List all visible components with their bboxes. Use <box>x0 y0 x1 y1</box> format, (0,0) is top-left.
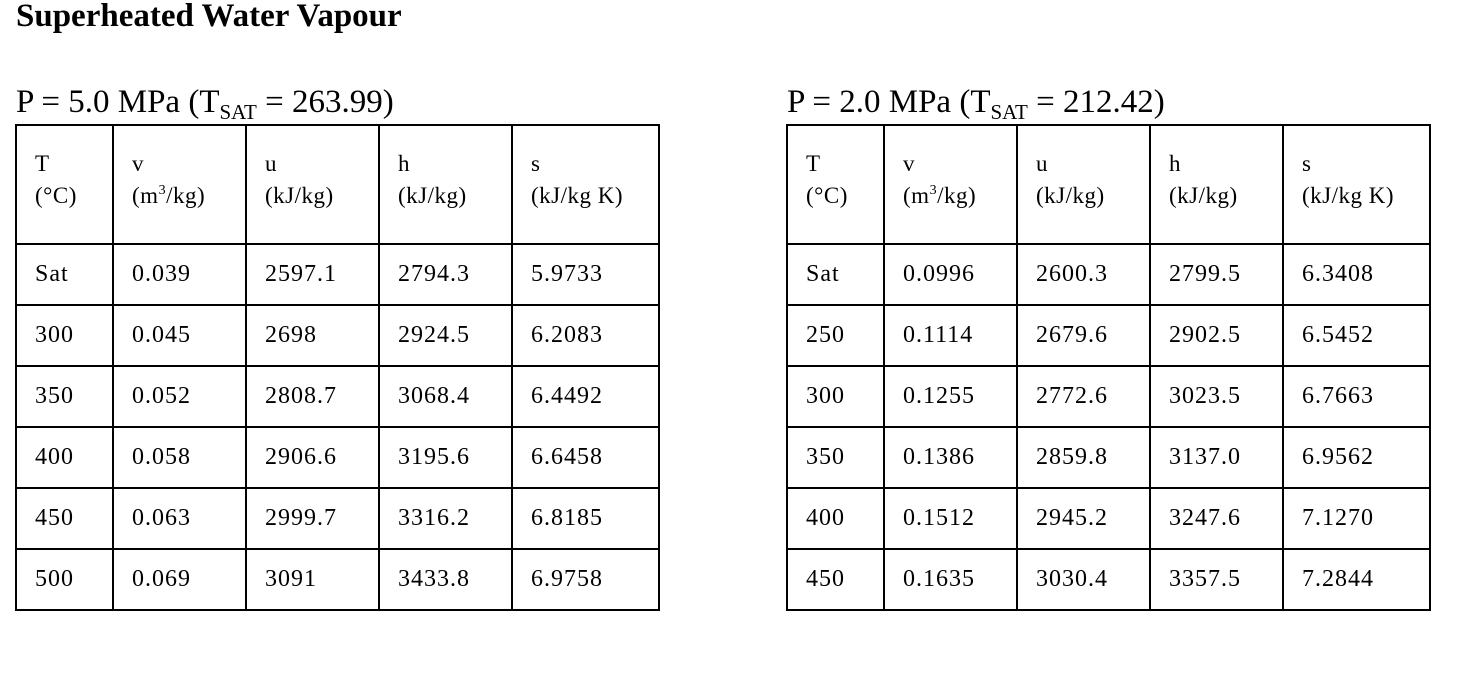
table-cell: Sat <box>787 244 884 305</box>
table-cell: 2600.3 <box>1017 244 1150 305</box>
table-cell: 3068.4 <box>379 366 512 427</box>
property-table <box>15 124 660 611</box>
unit-text: (°C) <box>806 183 848 208</box>
header-unit <box>1302 180 1429 212</box>
column-header <box>246 125 379 244</box>
table-cell: 500 <box>16 549 113 610</box>
header-unit <box>132 180 245 212</box>
header-symbol: v <box>903 151 915 176</box>
table-cell: 0.045 <box>113 305 246 366</box>
table-cell: 2924.5 <box>379 305 512 366</box>
header-unit <box>531 180 658 212</box>
table-row <box>16 549 659 610</box>
table-cell: 2902.5 <box>1150 305 1283 366</box>
table-cell: 2772.6 <box>1017 366 1150 427</box>
header-symbol: u <box>265 151 277 176</box>
caption-suffix: = 263.99) <box>256 84 394 120</box>
table-row <box>787 366 1430 427</box>
table-cell: 6.9562 <box>1283 427 1430 488</box>
property-table <box>786 124 1431 611</box>
header-row <box>16 125 659 244</box>
table-cell: 300 <box>16 305 113 366</box>
caption-subscript: SAT <box>990 100 1028 124</box>
header-symbol: s <box>1302 151 1312 176</box>
header-unit <box>1169 180 1282 212</box>
table-row <box>16 366 659 427</box>
table-cell: 450 <box>16 488 113 549</box>
table-cell: 3030.4 <box>1017 549 1150 610</box>
table-cell: 2859.8 <box>1017 427 1150 488</box>
table-block-5mpa <box>15 84 660 611</box>
table-cell: 2999.7 <box>246 488 379 549</box>
table-caption <box>16 84 661 124</box>
table-cell: 7.1270 <box>1283 488 1430 549</box>
header-symbol: s <box>531 151 541 176</box>
column-header <box>1017 125 1150 244</box>
table-cell: 0.063 <box>113 488 246 549</box>
column-header <box>1283 125 1430 244</box>
table-row <box>787 549 1430 610</box>
table-cell: 3091 <box>246 549 379 610</box>
table-cell: 6.7663 <box>1283 366 1430 427</box>
table-cell: 3433.8 <box>379 549 512 610</box>
table-cell: 0.039 <box>113 244 246 305</box>
column-header <box>512 125 659 244</box>
unit-superscript: 3 <box>929 183 938 198</box>
unit-text: (m <box>903 183 930 208</box>
header-symbol: h <box>398 151 410 176</box>
table-cell: 6.8185 <box>512 488 659 549</box>
column-header <box>16 125 113 244</box>
table-cell: 300 <box>787 366 884 427</box>
header-unit <box>806 180 883 212</box>
table-cell: 3023.5 <box>1150 366 1283 427</box>
table-cell: 0.1386 <box>884 427 1017 488</box>
header-row <box>787 125 1430 244</box>
table-row <box>787 427 1430 488</box>
header-unit <box>35 180 112 212</box>
header-symbol: h <box>1169 151 1181 176</box>
table-cell: 6.3408 <box>1283 244 1430 305</box>
table-cell: Sat <box>16 244 113 305</box>
caption-prefix: P = 2.0 MPa (T <box>787 84 991 120</box>
table-cell: 2794.3 <box>379 244 512 305</box>
header-symbol: u <box>1036 151 1048 176</box>
table-cell: 0.0996 <box>884 244 1017 305</box>
table-cell: 0.1255 <box>884 366 1017 427</box>
table-cell: 2945.2 <box>1017 488 1150 549</box>
table-cell: 6.2083 <box>512 305 659 366</box>
table-cell: 3247.6 <box>1150 488 1283 549</box>
unit-text: (°C) <box>35 183 77 208</box>
table-cell: 250 <box>787 305 884 366</box>
header-symbol: v <box>132 151 144 176</box>
table-cell: 3195.6 <box>379 427 512 488</box>
caption-subscript: SAT <box>219 100 257 124</box>
table-block-2mpa <box>786 84 1431 611</box>
unit-text: (kJ/kg) <box>398 183 467 208</box>
column-header <box>884 125 1017 244</box>
table-row <box>787 244 1430 305</box>
table-cell: 6.6458 <box>512 427 659 488</box>
column-header <box>379 125 512 244</box>
table-cell: 0.069 <box>113 549 246 610</box>
table-cell: 0.1512 <box>884 488 1017 549</box>
unit-text: (kJ/kg K) <box>531 183 624 208</box>
unit-superscript: 3 <box>158 183 167 198</box>
table-caption <box>787 84 1432 124</box>
unit-text: (kJ/kg) <box>1169 183 1238 208</box>
unit-text: (kJ/kg) <box>265 183 334 208</box>
table-cell: 2906.6 <box>246 427 379 488</box>
table-cell: 0.1635 <box>884 549 1017 610</box>
table-cell: 6.5452 <box>1283 305 1430 366</box>
header-symbol: T <box>806 151 821 176</box>
table-cell: 2679.6 <box>1017 305 1150 366</box>
table-cell: 7.2844 <box>1283 549 1430 610</box>
table-cell: 3316.2 <box>379 488 512 549</box>
table-cell: 6.4492 <box>512 366 659 427</box>
table-cell: 400 <box>787 488 884 549</box>
table-cell: 6.9758 <box>512 549 659 610</box>
table-cell: 2597.1 <box>246 244 379 305</box>
header-unit <box>903 180 1016 212</box>
header-unit <box>265 180 378 212</box>
column-header <box>1150 125 1283 244</box>
table-cell: 3137.0 <box>1150 427 1283 488</box>
table-cell: 0.058 <box>113 427 246 488</box>
unit-text: (kJ/kg K) <box>1302 183 1395 208</box>
caption-prefix: P = 5.0 MPa (T <box>16 84 220 120</box>
table-row <box>16 488 659 549</box>
table-cell: 0.052 <box>113 366 246 427</box>
column-header <box>787 125 884 244</box>
unit-text: /kg) <box>937 183 977 208</box>
header-symbol: T <box>35 151 50 176</box>
column-header <box>113 125 246 244</box>
unit-text: /kg) <box>166 183 206 208</box>
table-cell: 400 <box>16 427 113 488</box>
unit-text: (kJ/kg) <box>1036 183 1105 208</box>
table-row <box>16 305 659 366</box>
table-cell: 350 <box>16 366 113 427</box>
table-cell: 350 <box>787 427 884 488</box>
table-cell: 3357.5 <box>1150 549 1283 610</box>
table-cell: 450 <box>787 549 884 610</box>
table-cell: 2698 <box>246 305 379 366</box>
page-title: Superheated Water Vapour <box>16 0 402 34</box>
table-row <box>16 244 659 305</box>
table-row <box>787 305 1430 366</box>
header-unit <box>1036 180 1149 212</box>
table-row <box>16 427 659 488</box>
table-cell: 2799.5 <box>1150 244 1283 305</box>
table-cell: 0.1114 <box>884 305 1017 366</box>
caption-suffix: = 212.42) <box>1027 84 1165 120</box>
unit-text: (m <box>132 183 159 208</box>
table-cell: 5.9733 <box>512 244 659 305</box>
table-cell: 2808.7 <box>246 366 379 427</box>
table-row <box>787 488 1430 549</box>
header-unit <box>398 180 511 212</box>
